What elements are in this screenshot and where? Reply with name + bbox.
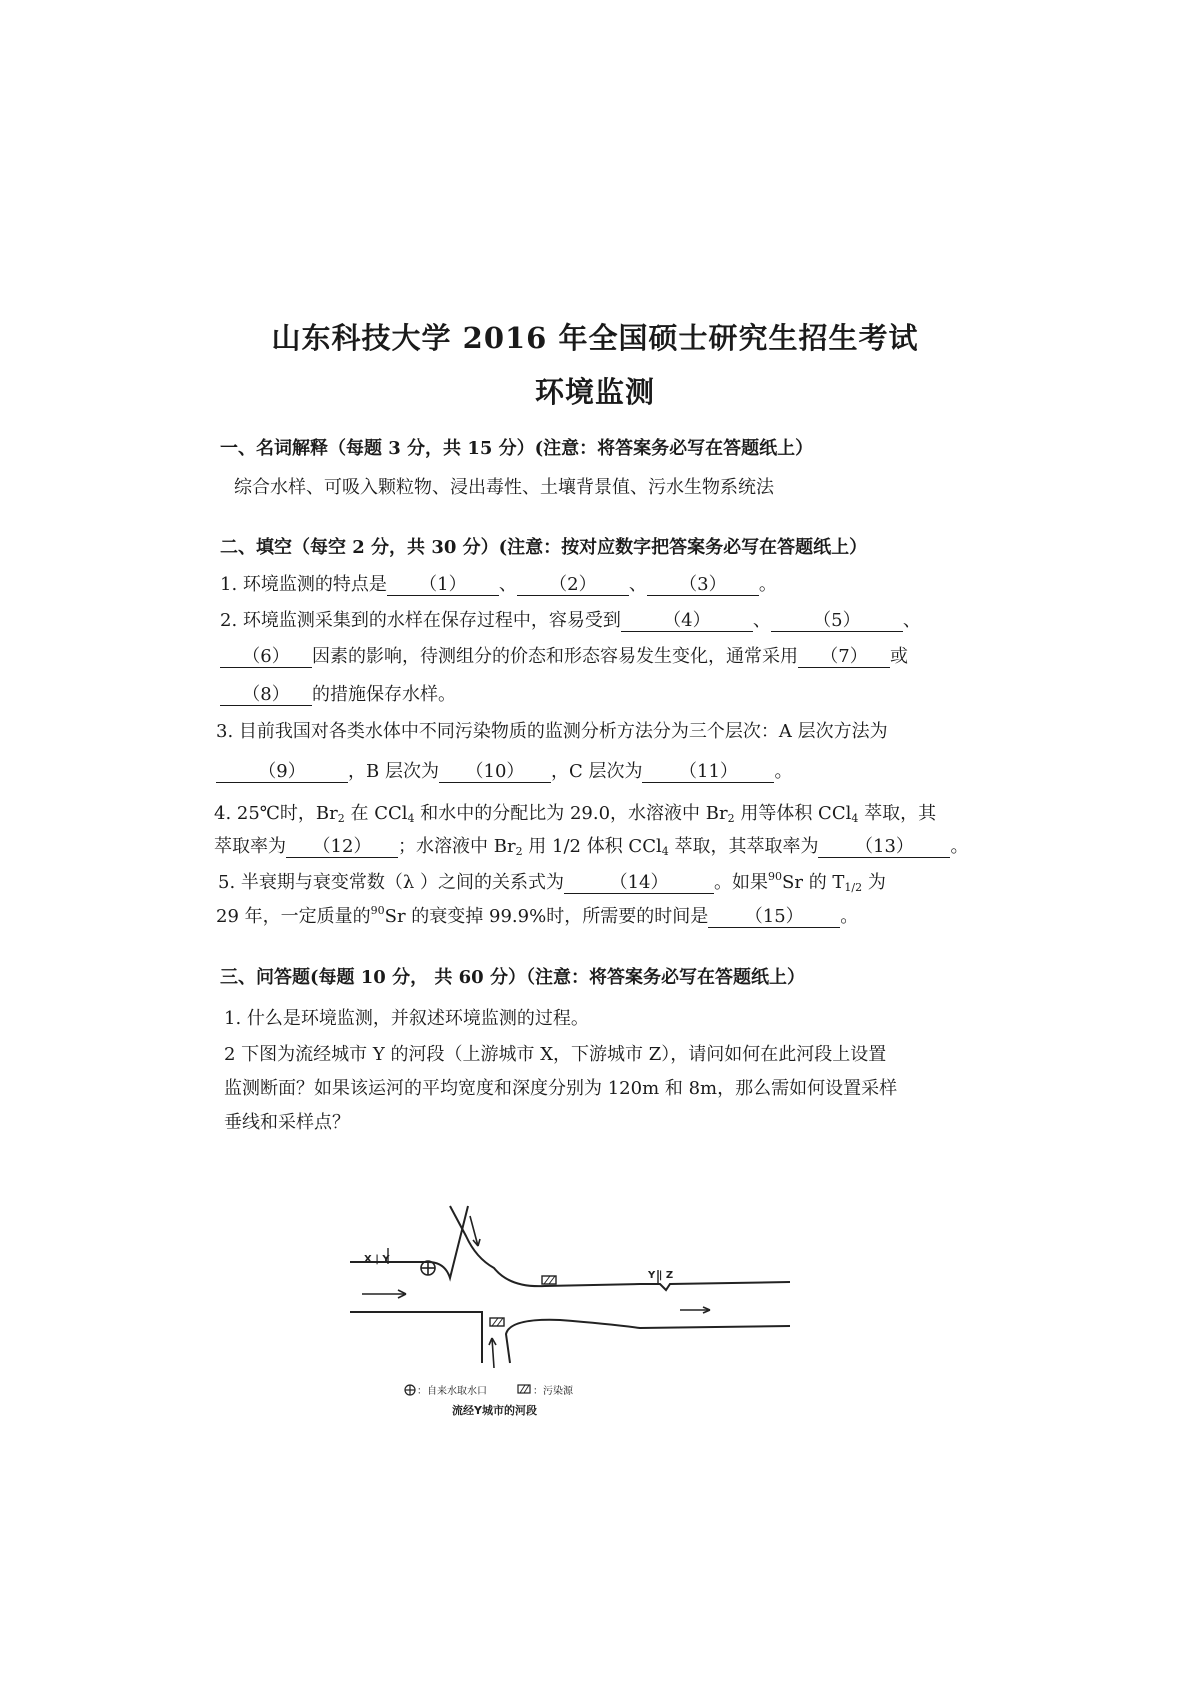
question-2-5-cont: 29 年，一定质量的$^{90}$Sr 的衰变掉 99.9%时，所需要的时间是 （15） 。 xyxy=(216,904,859,927)
lower-bank-left xyxy=(350,1312,482,1363)
exam-subject: 环境监测 xyxy=(534,375,655,409)
section1-terms: 综合水样、可吸入颗粒物、浸出毒性、土壤背景值、污水生物系统法 xyxy=(234,477,774,498)
answer-blank-12: （12） xyxy=(286,838,398,858)
legend-pollution: ：污染源 xyxy=(533,1386,573,1397)
question-2-2-cont: （6） 因素的影响，待测组分的价态和形态容易发生变化，通常采用 （7） 或 xyxy=(220,642,908,668)
river-diagram xyxy=(364,1218,790,1418)
label-yz: Y | Z xyxy=(648,1270,674,1281)
answer-blank-14: （14） xyxy=(564,874,714,894)
question-3-2-line3: 垂线和采样点？ xyxy=(224,1112,350,1133)
question-3-1: 1. 什么是环境监测，并叙述环境监测的过程。 xyxy=(224,1008,589,1029)
question-text: 2. 环境监测采集到的水样在保存过程中，容易受到 xyxy=(220,610,621,631)
answer-blank-13: （13） xyxy=(818,838,950,858)
question-2-5: 5. 半衰期与衰变常数（λ ）之间的关系式为 （14） 。如果$^{90}$Sr 的 $T_{1/2}$ 为 xyxy=(218,870,886,894)
question-2-4-cont: 萃取率为 （12） ；水溶液中 $Br_2$ 用 1/2 体积 CCl$_4$ 萃取，其萃取率为 （13） 。 xyxy=(214,836,969,858)
legend-intake: ：自来水取水口 xyxy=(417,1386,487,1397)
answer-blank-6: （6） xyxy=(220,648,312,668)
answer-blank-4: （4） xyxy=(621,612,753,632)
answer-blank-9: （9） xyxy=(216,763,348,783)
answer-blank-10: （10） xyxy=(439,763,551,783)
section3-heading: 三、问答题(每题 10 分， 共 60 分）（注意：将答案务必写在答题纸上） xyxy=(220,967,805,988)
lower-bank-right xyxy=(506,1320,790,1363)
answer-blank-15: （15） xyxy=(708,908,840,928)
question-3-2-line2: 监测断面？如果该运河的平均宽度和深度分别为 120m 和 8m，那么需如何设置采样 xyxy=(224,1078,898,1099)
section1-heading: 一、名词解释（每题 3 分，共 15 分）(注意：将答案务必写在答题纸上） xyxy=(220,438,814,459)
answer-blank-5: （5） xyxy=(771,612,903,632)
figure-caption: 流经Y城市的河段 xyxy=(452,1404,537,1417)
answer-blank-7: （7） xyxy=(798,648,890,668)
question-text: 1. 环境监测的特点是 xyxy=(220,574,387,595)
upper-bank-left xyxy=(350,1206,468,1278)
upper-bank-right xyxy=(450,1206,790,1290)
question-2-4: 4. 25℃时，$Br_2$ 在 CCl$_4$ 和水中的分配比为 29.0，水溶液中 $Br_2$ 用等体积 CCl$_4$ 萃取，其 xyxy=(214,803,937,825)
section2-heading: 二、填空（每空 2 分，共 30 分）(注意：按对应数字把答案务必写在答题纸上） xyxy=(220,537,868,558)
answer-blank-3: （3） xyxy=(647,576,759,596)
answer-blank-1: （1） xyxy=(387,576,499,596)
exam-title: 山东科技大学 2016 年全国硕士研究生招生考试 xyxy=(271,321,919,355)
answer-blank-11: （11） xyxy=(642,763,774,783)
question-2-2: 2. 环境监测采集到的水样在保存过程中，容易受到 （4） 、 （5） 、 xyxy=(220,610,921,631)
question-2-3-cont: （9） ，B 层次为 （10） ，C 层次为 （11） 。 xyxy=(216,757,792,783)
answer-blank-2: （2） xyxy=(517,576,629,596)
question-2-2-end: （8） 的措施保存水样。 xyxy=(220,680,456,706)
label-xy: X | Y xyxy=(364,1254,390,1265)
question-3-2-line1: 2 下图为流经城市 Y 的河段（上游城市 X，下游城市 Z），请问如何在此河段上设置 xyxy=(224,1044,887,1065)
answer-blank-8: （8） xyxy=(220,686,312,706)
question-2-1: 1. 环境监测的特点是 （1） 、 （2） 、 （3） 。 xyxy=(220,574,777,595)
river-diagram-svg xyxy=(364,1218,790,1418)
question-2-3: 3. 目前我国对各类水体中不同污染物质的监测分析方法分为三个层次：A 层次方法为 xyxy=(216,721,888,742)
